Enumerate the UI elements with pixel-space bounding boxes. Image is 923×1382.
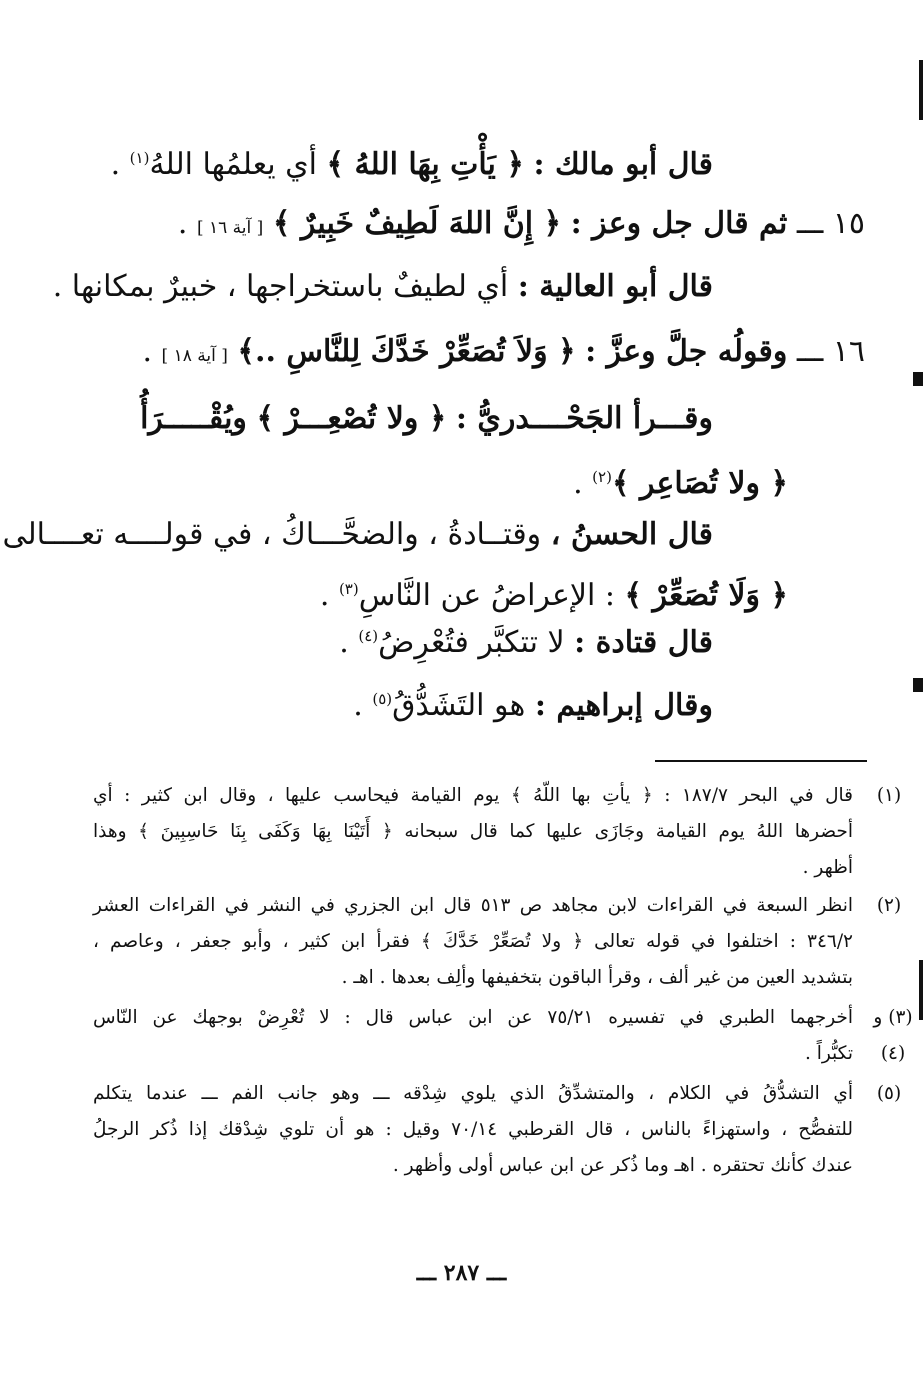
- speaker: وقال إبراهيم :: [534, 688, 713, 723]
- main-line-3: [53, 265, 713, 309]
- footnote-5: [93, 1076, 902, 1184]
- text: أي لطيفٌ باستخراجها ، خبيرٌ بمكانها .: [52, 269, 509, 304]
- speaker: وقـــرأ الجَحْــــدريُّ :: [455, 401, 713, 436]
- footnote-line: قال في البحر ١٨٧/٧ : ﴿ يأتِ بها اللّهُ ﴾ يوم القيامة فيحاسب عليها ، وقال ابن كثير : أي: [93, 785, 853, 806]
- scan-edge-mark: [913, 372, 923, 386]
- main-line-5: [140, 397, 713, 441]
- footnote-line: أحضرها اللهُ يوم القيامة وجَازَى عليها كما قال سبحانه ﴿ أَتَيْنَا بِهَا وَكَفَى بِنَا حَاسِبِينَ ﴾ وهذا: [93, 821, 853, 842]
- footnote-line: أخرجهما الطبري في تفسيره ٧٥/٢١ عن ابن عباس قال : لا تُعْرِضْ بوجهك عن النّاس: [93, 1007, 853, 1028]
- footnote-number: (٥): [876, 1083, 902, 1104]
- text: ويُقْـــــرَأُ: [140, 401, 247, 436]
- speaker: قال قتادة :: [574, 625, 713, 660]
- main-line-7: [2, 513, 713, 557]
- main-line-9: [339, 614, 713, 665]
- text-end: .: [177, 206, 188, 241]
- speaker: قال أبو مالك :: [533, 147, 713, 182]
- footnote-line: ٣٤٦/٢ : اختلفوا في قوله تعالى ﴿ ولا تُصَعِّرْ خَدَّكَ ﴾ فقرأ ابن كثير ، وأبو جعفر ، وعاصم ،: [93, 931, 853, 952]
- footnote-ref: (٣): [338, 580, 359, 598]
- footnote-2: [93, 888, 902, 996]
- quran-verse: ﴿ وَلاَ تُصَعِّرْ خَدَّكَ لِلنَّاسِ ..﴾: [237, 334, 576, 369]
- footnote-line: أي التشدُّقُ في الكلام ، والمتشدِّقُ الذي يلوي شِدْقه ـــ وهو جانب الفم ـــ عندما يتكلم: [93, 1083, 853, 1104]
- quran-verse: ﴿ وَلَا تُصَعِّرْ ﴾: [624, 578, 788, 613]
- text-end: .: [110, 147, 121, 182]
- scan-edge-mark: [919, 60, 923, 120]
- text-end: .: [573, 466, 583, 501]
- text: لا تتكبَّر فتُعْرِضُ: [378, 625, 565, 660]
- text-end: .: [142, 334, 152, 369]
- footnote-ref: (١): [129, 149, 150, 167]
- footnote-ref: (٥): [372, 690, 393, 708]
- footnote-number: (٣) و (٤): [873, 1007, 913, 1064]
- footnote-line: انظر السبعة في القراءات لابن مجاهد ص ٥١٣ قال ابن الجزري في النشر في القراءات العشر: [93, 895, 853, 916]
- text-end: .: [339, 625, 349, 660]
- quran-verse: ﴿ ولا تُصْعِـــرْ ﴾: [256, 401, 447, 436]
- quran-verse: ﴿ ولا تُصَاعِر ﴾: [611, 466, 788, 501]
- main-line-6: [573, 455, 788, 506]
- footnote-line: بتشديد العين من غير ألف ، وقرأ الباقون بتخفيفها وألِف بعدها . اهـ .: [341, 967, 853, 988]
- footnote-1: [93, 778, 902, 886]
- main-line-4: [142, 330, 865, 378]
- footnote-line: تكبُّراً .: [804, 1043, 853, 1064]
- speaker: قال الحسنُ ،: [550, 517, 713, 552]
- page-number: ـــ ٢٨٧ ـــ: [416, 1260, 507, 1286]
- footnote-ref: (٤): [358, 627, 379, 645]
- speaker: قال أبو العالية :: [517, 269, 713, 304]
- entry-number: ١٥ ـــ: [796, 206, 865, 241]
- ayah-ref: [ آية ١٨ ]: [161, 346, 228, 366]
- text: هو التَشَدُّقُ: [392, 688, 526, 723]
- ayah-ref: [ آية ١٦ ]: [196, 218, 264, 238]
- entry-number: ١٦ ـــ: [796, 334, 865, 369]
- text-end: .: [353, 688, 363, 723]
- speaker: ثم قال جل وعز :: [570, 206, 788, 241]
- text-end: .: [319, 578, 330, 613]
- scan-edge-mark: [919, 960, 923, 1020]
- main-line-1: [111, 136, 713, 187]
- footnote-line: أظهر .: [802, 857, 853, 878]
- text: أي يعلمُها اللهُ: [149, 147, 317, 182]
- speaker: وقولُه جلَّ وعزَّ :: [585, 334, 788, 369]
- footnote-3-4: [93, 1000, 913, 1072]
- footnote-separator: [655, 760, 867, 762]
- main-line-2: [178, 202, 865, 250]
- scan-edge-mark: [913, 678, 923, 692]
- footnote-ref: (٢): [592, 468, 612, 486]
- text: : الإعراضُ عن النَّاسِ: [358, 578, 615, 613]
- footnote-line: عندك كأنك تحتقره . اهـ وما ذُكر عن ابن عباس أولى وأظهر .: [392, 1155, 853, 1176]
- text: وقتــادةُ ، والضحَّـــاكُ ، في قولــــه تعــــالى: [2, 517, 542, 552]
- main-line-8: [320, 567, 788, 618]
- quran-verse: ﴿ إِنَّ اللهَ لَطِيفٌ خَبِيرٌ ﴾: [272, 206, 562, 241]
- footnote-number: (٢): [876, 895, 902, 916]
- main-line-10: [353, 677, 713, 728]
- quran-verse: ﴿ يَأْتِ بِهَا اللهُ ﴾: [326, 147, 524, 182]
- footnote-number: (١): [876, 785, 902, 806]
- footnote-line: للتفصُّح ، واستهزاءً بالناس ، قال القرطبي ٧٠/١٤ وقيل : هو أن تلوي شِدْقك إذا ذُكر الرجلُ: [93, 1119, 853, 1140]
